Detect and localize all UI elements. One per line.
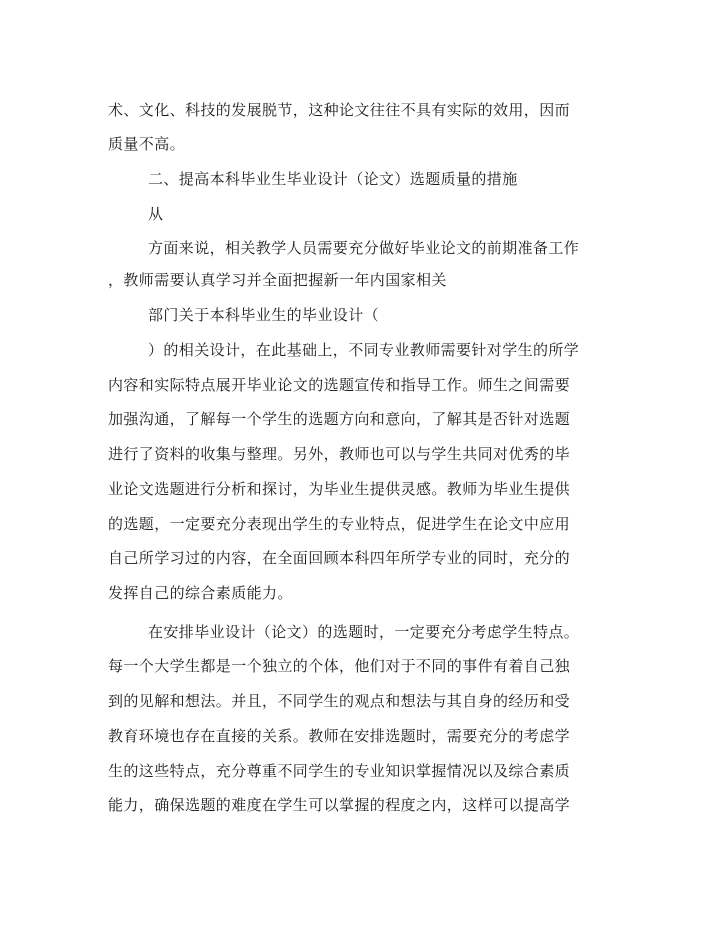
text-line: 加强沟通，了解每一个学生的选题方向和意向，了解其是否针对选题 xyxy=(108,410,571,428)
text-line: ）的相关设计，在此基础上，不同专业教师需要针对学生的所学 xyxy=(148,341,580,359)
text-line: 方面来说，相关教学人员需要充分做好毕业论文的前期准备工作 xyxy=(148,239,580,257)
text-line: 在安排毕业设计（论文）的选题时，一定要充分考虑学生特点。 xyxy=(148,623,580,641)
text-line: 教育环境也存在直接的关系。教师在安排选题时，需要充分的考虑学 xyxy=(108,727,571,745)
text-line: 术、文化、科技的发展脱节，这种论文往往不具有实际的效用，因而 xyxy=(108,101,571,119)
text-line: 自己所学习过的内容，在全面回顾本科四年所学专业的同时，充分的 xyxy=(108,549,571,567)
text-line: 每一个大学生都是一个独立的个体，他们对于不同的事件有着自己独 xyxy=(108,657,571,675)
section-heading: 二、提高本科毕业生毕业设计（论文）选题质量的措施 xyxy=(148,170,518,188)
text-line: 发挥自己的综合素质能力。 xyxy=(108,584,293,602)
text-line: 内容和实际特点展开毕业论文的选题宣传和指导工作。师生之间需要 xyxy=(108,376,571,394)
text-line: 的选题，一定要充分表现出学生的专业特点，促进学生在论文中应用 xyxy=(108,515,571,533)
text-line: 生的这些特点，充分尊重不同学生的专业知识掌握情况以及综合素质 xyxy=(108,762,571,780)
text-line: 从 xyxy=(148,205,164,223)
text-line: ，教师需要认真学习并全面把握新一年内国家相关 xyxy=(108,271,447,289)
text-line: 质量不高。 xyxy=(108,135,186,153)
text-line: 进行了资料的收集与整理。另外，教师也可以与学生共同对优秀的毕 xyxy=(108,445,571,463)
text-line: 到的见解和想法。并且，不同学生的观点和想法与其自身的经历和受 xyxy=(108,692,571,710)
text-line: 部门关于本科毕业生的毕业设计（ xyxy=(148,306,380,324)
text-line: 业论文选题进行分析和探讨，为毕业生提供灵感。教师为毕业生提供 xyxy=(108,480,571,498)
text-line: 能力，确保选题的难度在学生可以掌握的程度之内，这样可以提高学 xyxy=(108,796,571,814)
